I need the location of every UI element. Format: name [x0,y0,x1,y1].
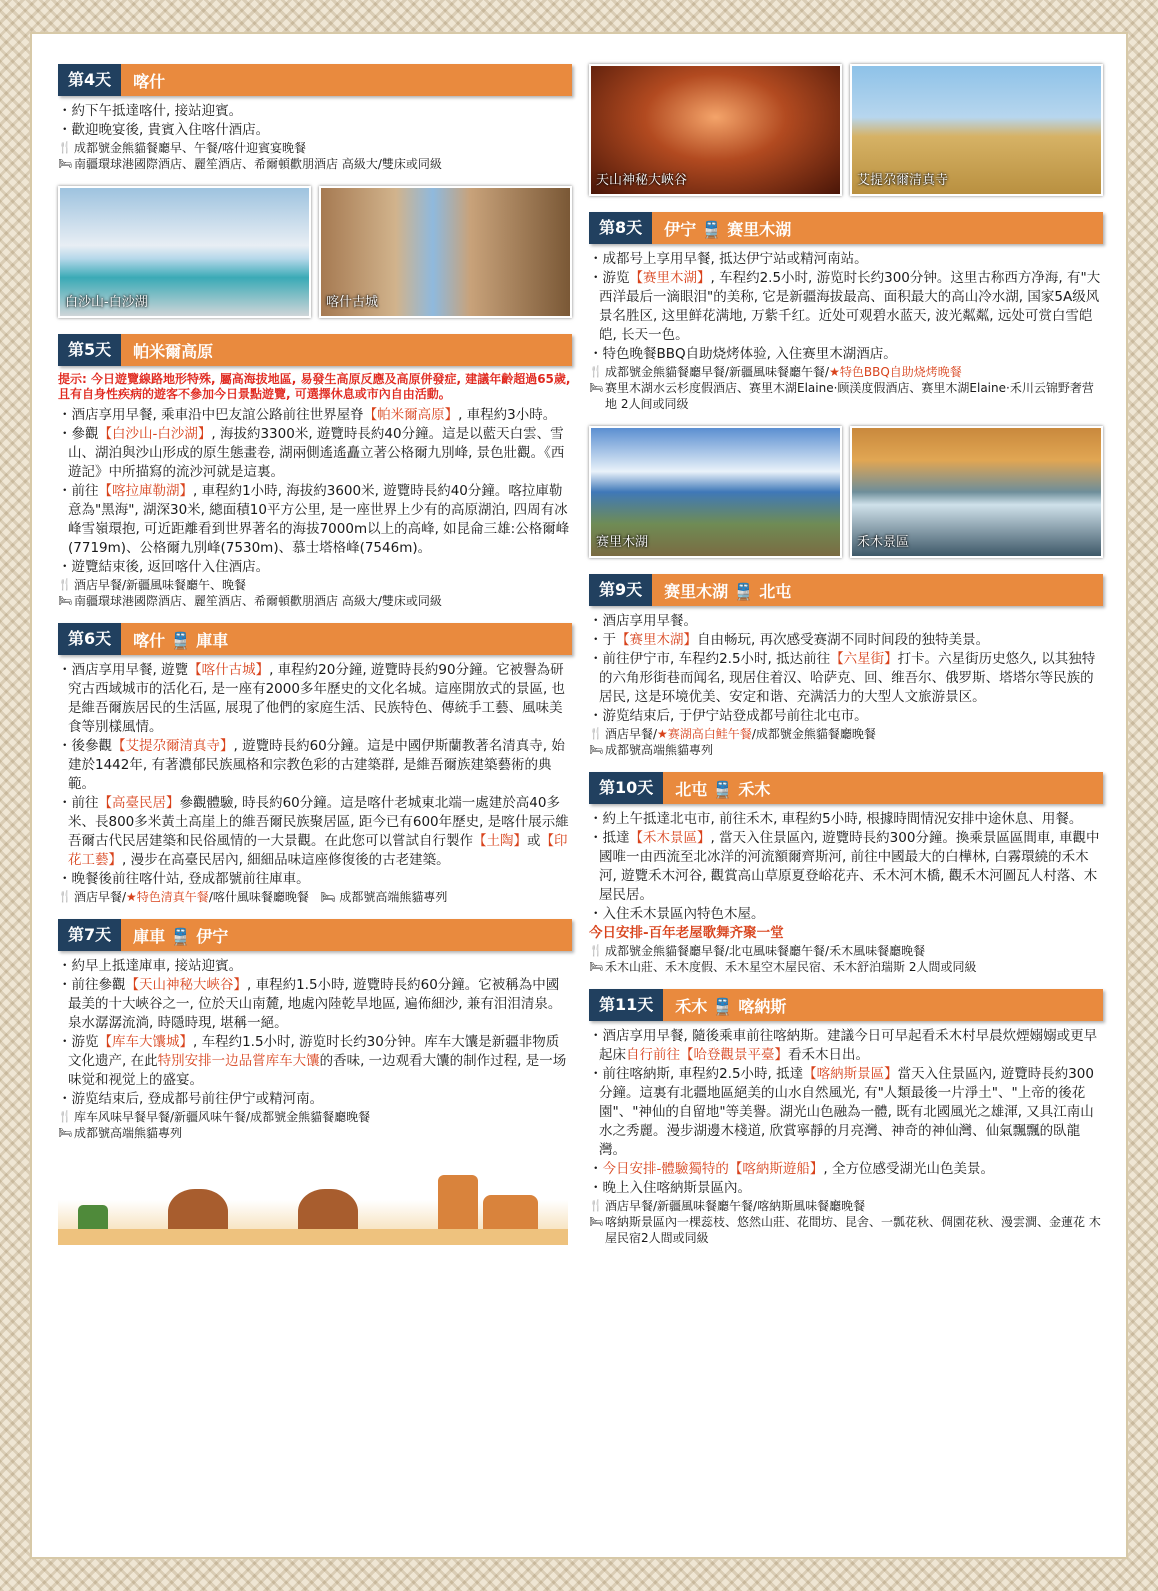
itinerary-item: ・ 晚上入住喀納斯景區內。 [589,1179,1103,1198]
itinerary-item: ・ 晚餐後前往喀什站, 登成都號前往庫車。 [58,870,572,889]
day-11-section [589,989,1103,1246]
day-5-section [58,334,572,609]
day-number: 第6天 [58,623,121,655]
photo-white-sand-lake: 白沙山-白沙湖 [58,186,311,318]
hotel-text: 成都號高端熊貓專列 [339,890,448,904]
day-number: 第5天 [58,334,121,366]
itinerary-item: ・ 約上午抵達北屯市, 前往禾木, 車程約5小時, 根據時間情況安排中途休息、用餐。 [589,810,1103,829]
photo-id-kah-mosque: 艾提尕爾清真寺 [850,64,1103,196]
photo-row [58,186,572,318]
itinerary-item: ・ 入住禾木景區內特色木屋。 [589,905,1103,924]
hotel-line: 🛏 禾木山莊、禾木度假、禾木星空木屋民宿、禾木舒泊瑞斯 2人間或同級 [589,960,977,974]
day-title: 北屯 🚆 禾木 [675,779,771,799]
hotel-line: 🛏 赛里木湖水云杉度假酒店、赛里木湖Elaine·顾渼度假酒店、赛里木湖Elaine·禾川云锦野奢营地 2人间或同级 [589,381,1094,411]
day-title: 喀什 🚆 庫車 [133,630,229,650]
day-8-section [589,212,1103,412]
meal-icon: 🍴 [58,578,72,591]
day-number: 第7天 [58,919,121,951]
itinerary-item: ・ 游览【赛里木湖】, 车程约2.5小时, 游览时长约300分钟。这里古称西方净海, 有"大西洋最后一滴眼泪"的美称, 它是新疆海拔最高、面积最大的高山冷水湖, 国家5A级风景名胜区, 这里鲜花满地, 万紫千红。近处可观碧水蓝天, 波光粼粼, 远处可赏白雪皑皑, 长天一色。 [589,269,1103,345]
itinerary-item: ・ 前往參觀【天山神秘大峽谷】, 車程約1.5小時, 遊覽時長約60分鐘。它被稱為中國最美的十大峽谷之一, 位於天山南麓, 地處內陸乾旱地區, 遍佈細沙, 兼有泪泪清泉。泉水潺潺流淌, 時隱時現, 堪稱一絕。 [58,976,572,1033]
itinerary-item: ・ 歡迎晚宴後, 貴賓入住喀什酒店。 [58,121,572,140]
day-title: 伊宁 🚆 赛里木湖 [664,219,792,239]
right-column [589,64,1103,1260]
day-number: 第10天 [589,772,663,804]
itinerary-item: ・ 前往【高臺民居】參觀體驗, 時長約60分鐘。這是喀什老城東北端一處建於高40多米、長800多米黃土高崖上的維吾爾民族聚居區, 距今已有600年歷史, 是喀什展示維吾爾古代民居建築和民俗風情的一大景觀。在此您可以嘗試自行製作【土陶】或【印花工藝】, 漫步在高臺民居內, 細細品味這座修復後的古老建築。 [58,794,572,870]
itinerary-list [58,661,572,889]
itinerary-list [589,1027,1103,1198]
meal-line: 🍴 酒店早餐/新疆風味餐廳午、晚餐 [58,578,247,592]
day-number: 第9天 [589,574,652,606]
itinerary-item: ・ 今日安排-體驗獨特的【喀納斯遊船】, 全方位感受湖光山色美景。 [589,1160,1103,1179]
bed-icon: 🛏 [589,381,603,394]
itinerary-item: ・ 抵達【禾木景區】, 當天入住景區內, 遊覽時長約300分鐘。換乘景區區間車, 車觀中國唯一由西流至北冰洋的河流額爾齊斯河, 前往中國最大的白樺林, 白霧環繞的禾木河, 遊覽禾木河谷, 觀賞高山草原夏登峪花卉、禾木河木橋, 觀禾木河圖瓦人村落、木屋民居。 [589,829,1103,905]
meal-icon: 🍴 [58,141,72,154]
itinerary-item: ・ 酒店享用早餐, 遊覽【喀什古城】, 車程約20分鐘, 遊覽時長約90分鐘。它被譽為研究古西域城市的活化石, 是一座有2000多年歷史的文化名城。這座開放式的景區, 也是維吾爾族居民的生活區, 展現了他們的家庭生活、民族特色、傳統手工藝、風味美食等別樣風情。 [58,661,572,737]
meal-icon: 🍴 [58,1110,72,1123]
meal-line: 🍴 库车风味早餐早餐/新疆风味午餐/成都號金熊貓餐廳晚餐 [58,1110,371,1124]
meal-line: 🍴 酒店早餐/新疆風味餐廳午餐/喀納斯風味餐廳晚餐 [589,1199,866,1213]
photo-tianshan-canyon: 天山神秘大峽谷 [589,64,842,196]
itinerary-item: ・ 遊覽結束後, 返回喀什入住酒店。 [58,558,572,577]
day-4-header [58,64,572,96]
bed-icon: 🛏 [589,960,603,973]
bed-icon: 🛏 [58,594,72,607]
itinerary-item: ・ 前往【喀拉庫勒湖】, 車程約1小時, 海拔約3600米, 遊覽時長約40分鐘。喀拉庫勒意為"黑海", 湖深30米, 總面積10平方公里, 是一座世界上少有的高原湖泊, 四周有冰峰雪嶺環抱, 可近距離看到世界著名的海拔7000m以上的高峰, 如昆侖三雄:公格爾峰(7719m)、公格爾九別峰(7530m)、慕士塔格峰(7546m)。 [58,482,572,558]
left-column [58,64,572,1245]
itinerary-item: ・ 酒店享用早餐, 乘車沿中巴友誼公路前往世界屋脊【帕米爾高原】, 車程約3小時。 [58,406,572,425]
day-number: 第11天 [589,989,663,1021]
hotel-line: 🛏 成都號高端熊貓專列 [589,743,714,757]
itinerary-item: ・ 特色晚餐BBQ自助烧烤体验, 入住赛里木湖酒店。 [589,345,1103,364]
meal-icon: 🍴 [589,365,603,378]
meal-line: 🍴 酒店早餐/★赛湖高白鲑午餐/成都號金熊貓餐廳晚餐 [589,727,876,741]
itinerary-item: ・ 游览结束后, 登成都号前往伊宁或精河南。 [58,1090,572,1109]
hotel-line: 🛏 喀納斯景區內一棵蕊枝、悠然山莊、花間坊、昆舍、一瓢花秋、倜園花秋、漫雲澗、金蓮花 木屋民宿2人間或同級 [589,1215,1101,1245]
day-6-header [58,623,572,655]
day-title: 庫車 🚆 伊宁 [133,926,229,946]
day-4-section [58,64,572,172]
itinerary-item: ・ 游览结束后, 于伊宁站登成都号前往北屯市。 [589,707,1103,726]
photo-row [589,426,1103,558]
hotel-line: 🛏 南疆環球港國際酒店、麗笙酒店、希爾頓歡朋酒店 高級大/雙床或同級 [58,594,442,608]
day-7-header [58,919,572,951]
itinerary-list [589,612,1103,726]
day-10-section [589,772,1103,975]
day-6-section [58,623,572,905]
itinerary-item: ・ 成都号上享用早餐, 抵达伊宁站或精河南站。 [589,250,1103,269]
day-10-header [589,772,1103,804]
day-title: 赛里木湖 🚆 北屯 [664,581,792,601]
special-arrangement: 今日安排-百年老屋歌舞齐聚一堂 [589,925,784,941]
day-title: 帕米爾高原 [133,341,214,361]
day-11-header [589,989,1103,1021]
photo-kashgar-old-town: 喀什古城 [319,186,572,318]
itinerary-item: ・ 約早上抵達庫車, 接站迎賓。 [58,957,572,976]
photo-row [589,64,1103,196]
photo-hemu-scenic: 禾木景區 [850,426,1103,558]
bed-icon: 🛏 [589,743,603,756]
itinerary-item: ・ 游览【库车大馕城】, 车程约1.5小时, 游览时长约30分钟。库车大馕是新疆非物质文化遗产, 在此特別安排一边品嘗库车大馕的香味, 一边观看大馕的制作过程, 是一场味觉和视觉上的盛宴。 [58,1033,572,1090]
itinerary-list [58,406,572,577]
day-title: 喀什 [133,71,166,91]
itinerary-item: ・ 後參觀【艾提尕爾清真寺】, 遊覽時長約60分鐘。這是中國伊斯蘭教著名清真寺, 始建於1442年, 有著濃郁民族風格和宗教色彩的古建築群, 是維吾爾族建築藝術的典範。 [58,737,572,794]
day-9-header [589,574,1103,606]
bed-icon: 🛏 [589,1215,603,1228]
itinerary-list [589,250,1103,364]
day-number: 第8天 [589,212,652,244]
meal-line: 🍴 酒店早餐/★特色清真午餐/喀什風味餐廳晚餐 🛏 成都號高端熊貓專列 [58,890,448,904]
meal-icon: 🍴 [589,727,603,740]
meal-line: 🍴 成都號金熊貓餐廳早、午餐/喀什迎賓宴晚餐 [58,141,307,155]
itinerary-item: ・ 前往喀納斯, 車程約2.5小時, 抵達【喀納斯景區】當天入住景區內, 遊覽時長約300分鐘。這裏有北疆地區絕美的山水自然風光, 有"人類最後一片淨土"、"上帝的後花園"、"神仙的自留地"等美譽。湖光山色融為一體, 既有北國風光之雄渾, 又具江南山水之秀麗。漫步湖邊木棧道, 欣賞寧靜的月亮灣、神奇的神仙灣、仙氣飄飄的臥龍灣。 [589,1065,1103,1160]
bed-icon: 🛏 [58,1126,72,1139]
photo-sayram-lake: 赛里木湖 [589,426,842,558]
altitude-notice: 提示: 今日遊覽線路地形特殊, 屬高海拔地區, 易發生高原反應及高原併發症, 建議年齡超過65歲, 且有自身性疾病的遊客不參加今日景點遊覽, 可選擇休息或市內自由活動。 [58,372,571,401]
desert-camel-illustration [58,1155,568,1245]
bed-icon: 🛏 [58,157,72,170]
itinerary-item: ・ 約下午抵達喀什, 接站迎賓。 [58,102,572,121]
itinerary-list [589,810,1103,924]
meal-icon: 🍴 [589,1199,603,1212]
day-9-section [589,574,1103,758]
hotel-line: 🛏 南疆環球港國際酒店、麗笙酒店、希爾頓歡朋酒店 高級大/雙床或同級 [58,157,442,171]
day-8-header [589,212,1103,244]
itinerary-item: ・ 參觀【白沙山-白沙湖】, 海拔約3300米, 遊覽時長約40分鐘。這是以藍天白雲、雪山、湖泊與沙山形成的原生態畫卷, 湖兩側遙遙矗立著公格爾九別峰, 景色壯觀。《西遊記》中所描寫的流沙河就是這裏。 [58,425,572,482]
itinerary-item: ・ 前往伊宁市, 车程约2.5小时, 抵达前往【六星街】打卡。六星街历史悠久, 以其独特的六角形街巷而闻名, 现居住着汉、哈萨克、回、维吾尔、俄罗斯、塔塔尔等民族的居民, 这是环境优美、安定和谐、充满活力的大型人文旅游景区。 [589,650,1103,707]
itinerary-item: ・ 于【赛里木湖】自由畅玩, 再次感受赛湖不同时间段的独特美景。 [589,631,1103,650]
day-number: 第4天 [58,64,121,96]
day-5-header [58,334,572,366]
day-7-section [58,919,572,1141]
itinerary-list [58,957,572,1109]
meal-line: 🍴 成都號金熊貓餐廳早餐/北屯風味餐廳午餐/禾木風味餐廳晚餐 [589,944,926,958]
meal-icon: 🍴 [58,890,72,903]
day-title: 禾木 🚆 喀納斯 [675,996,787,1016]
hotel-line: 🛏 成都號高端熊貓專列 [58,1126,183,1140]
itinerary-list [58,102,572,140]
meal-line: 🍴 成都號金熊貓餐廳早餐/新疆風味餐廳午餐/★特色BBQ自助烧烤晚餐 [589,365,962,379]
itinerary-item: ・ 酒店享用早餐, 隨後乘車前往喀納斯。建議今日可早起看禾木村早晨炊煙嫋嫋或更早起床自行前往【哈登觀景平臺】看禾木日出。 [589,1027,1103,1065]
itinerary-item: ・ 酒店享用早餐。 [589,612,1103,631]
brochure-panel [30,32,1128,1559]
meal-icon: 🍴 [589,944,603,957]
